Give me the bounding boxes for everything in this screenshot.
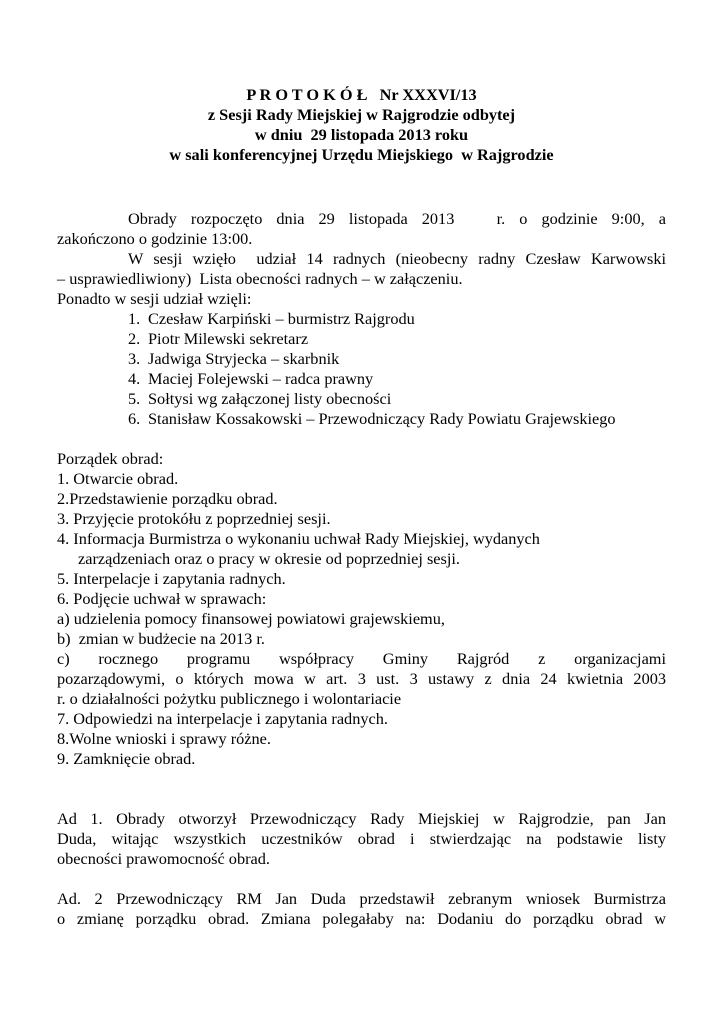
agenda-item: 1. Otwarcie obrad.: [57, 469, 179, 488]
list-number: 6.: [128, 409, 141, 428]
agenda-heading: Porządek obrad:: [57, 449, 164, 468]
list-item: [128, 329, 666, 349]
session-location: w sali konferencyjnej Urzędu Miejskiego w Rajgrodzie: [169, 145, 554, 164]
list-text: Sołtysi wg załączonej listy obecności: [148, 389, 392, 408]
agenda-subitem: a) udzielenia pomocy finansowej powiatowi grajewskiemu,: [57, 609, 445, 628]
text-line: W sesji wzięło udział 14 radnych (nieobecny radny Czesław Karwowski: [128, 249, 666, 268]
agenda-item: 2.Przedstawienie porządku obrad.: [57, 489, 278, 508]
text-line: zakończono o godzinie 13:00.: [57, 229, 253, 248]
ad2-paragraph: [57, 889, 666, 929]
text-line: Obrady rozpoczęto dnia 29 listopada 2013 r. o godzinie 9:00, a: [128, 209, 666, 228]
document-page: [57, 85, 666, 929]
list-text: Maciej Folejewski – radca prawny: [148, 369, 374, 388]
session-subtitle: z Sesji Rady Miejskiej w Rajgrodzie odbytej: [207, 105, 516, 124]
document-title: [57, 85, 666, 165]
list-text: Czesław Karpiński – burmistrz Rajgrodu: [148, 309, 415, 328]
agenda-item-continuation: zarządzeniach oraz o pracy w okresie od poprzedniej sesji.: [78, 549, 460, 568]
list-text: Stanisław Kossakowski – Przewodniczący Rady Powiatu Grajewskiego: [148, 409, 616, 428]
agenda-item: 7. Odpowiedzi na interpelacje i zapytania radnych.: [57, 709, 388, 728]
attendees-list: [57, 309, 666, 429]
agenda-subitem: c) rocznego programu współpracy Gminy Rajgród z organizacjami: [57, 649, 666, 668]
list-number: 1.: [128, 309, 141, 328]
agenda-item: 3. Przyjęcie protokółu z poprzedniej sesji.: [57, 509, 331, 528]
text-line: Duda, witając wszystkich uczestników obrad i stwierdzając na podstawie listy: [57, 829, 666, 848]
intro-paragraph-opening: [57, 209, 666, 249]
agenda-subitem-continuation: pozarządowymi, o których mowa w art. 3 ust. 3 ustawy z dnia 24 kwietnia 2003: [57, 669, 666, 688]
list-item: [128, 369, 666, 389]
agenda-item: 6. Podjęcie uchwał w sprawach:: [57, 589, 267, 608]
list-text: Jadwiga Stryjecka – skarbnik: [148, 349, 340, 368]
agenda-subitem-continuation: r. o działalności pożytku publicznego i wolontariacie: [57, 689, 402, 708]
list-item: [128, 409, 666, 429]
list-item: [128, 349, 666, 369]
list-number: 2.: [128, 329, 141, 348]
text-line: o zmianę porządku obrad. Zmiana polegałaby na: Dodaniu do porządku obrad w: [57, 909, 666, 928]
agenda-item: 9. Zamknięcie obrad.: [57, 749, 196, 768]
list-item: [128, 309, 666, 329]
text-line: Ad 1. Obrady otworzył Przewodniczący Rady Miejskiej w Rajgrodzie, pan Jan: [57, 809, 666, 828]
session-date: w dniu 29 listopada 2013 roku: [254, 125, 469, 144]
agenda-item: 8.Wolne wnioski i sprawy różne.: [57, 729, 271, 748]
protocol-number: P R O T O K Ó Ł Nr XXXVI/13: [246, 85, 477, 104]
list-number: 5.: [128, 389, 141, 408]
agenda-subitem: b) zmian w budżecie na 2013 r.: [57, 629, 265, 648]
text-line: Ad. 2 Przewodniczący RM Jan Duda przedstawił zebranym wniosek Burmistrza: [57, 889, 666, 908]
text-line: obecności prawomocność obrad.: [57, 849, 270, 868]
agenda-section: [57, 449, 666, 769]
ad1-paragraph: [57, 809, 666, 869]
list-number: 4.: [128, 369, 141, 388]
intro-paragraph-attendance: [57, 249, 666, 289]
agenda-item: 5. Interpelacje i zapytania radnych.: [57, 569, 286, 588]
agenda-item: 4. Informacja Burmistrza o wykonaniu uchwał Rady Miejskiej, wydanych: [57, 529, 540, 548]
list-number: 3.: [128, 349, 141, 368]
guests-heading: Ponadto w sesji udział wzięli:: [57, 289, 252, 308]
list-item: [128, 389, 666, 409]
text-line: – usprawiedliwiony) Lista obecności radnych – w załączeniu.: [57, 269, 463, 288]
list-text: Piotr Milewski sekretarz: [148, 329, 309, 348]
